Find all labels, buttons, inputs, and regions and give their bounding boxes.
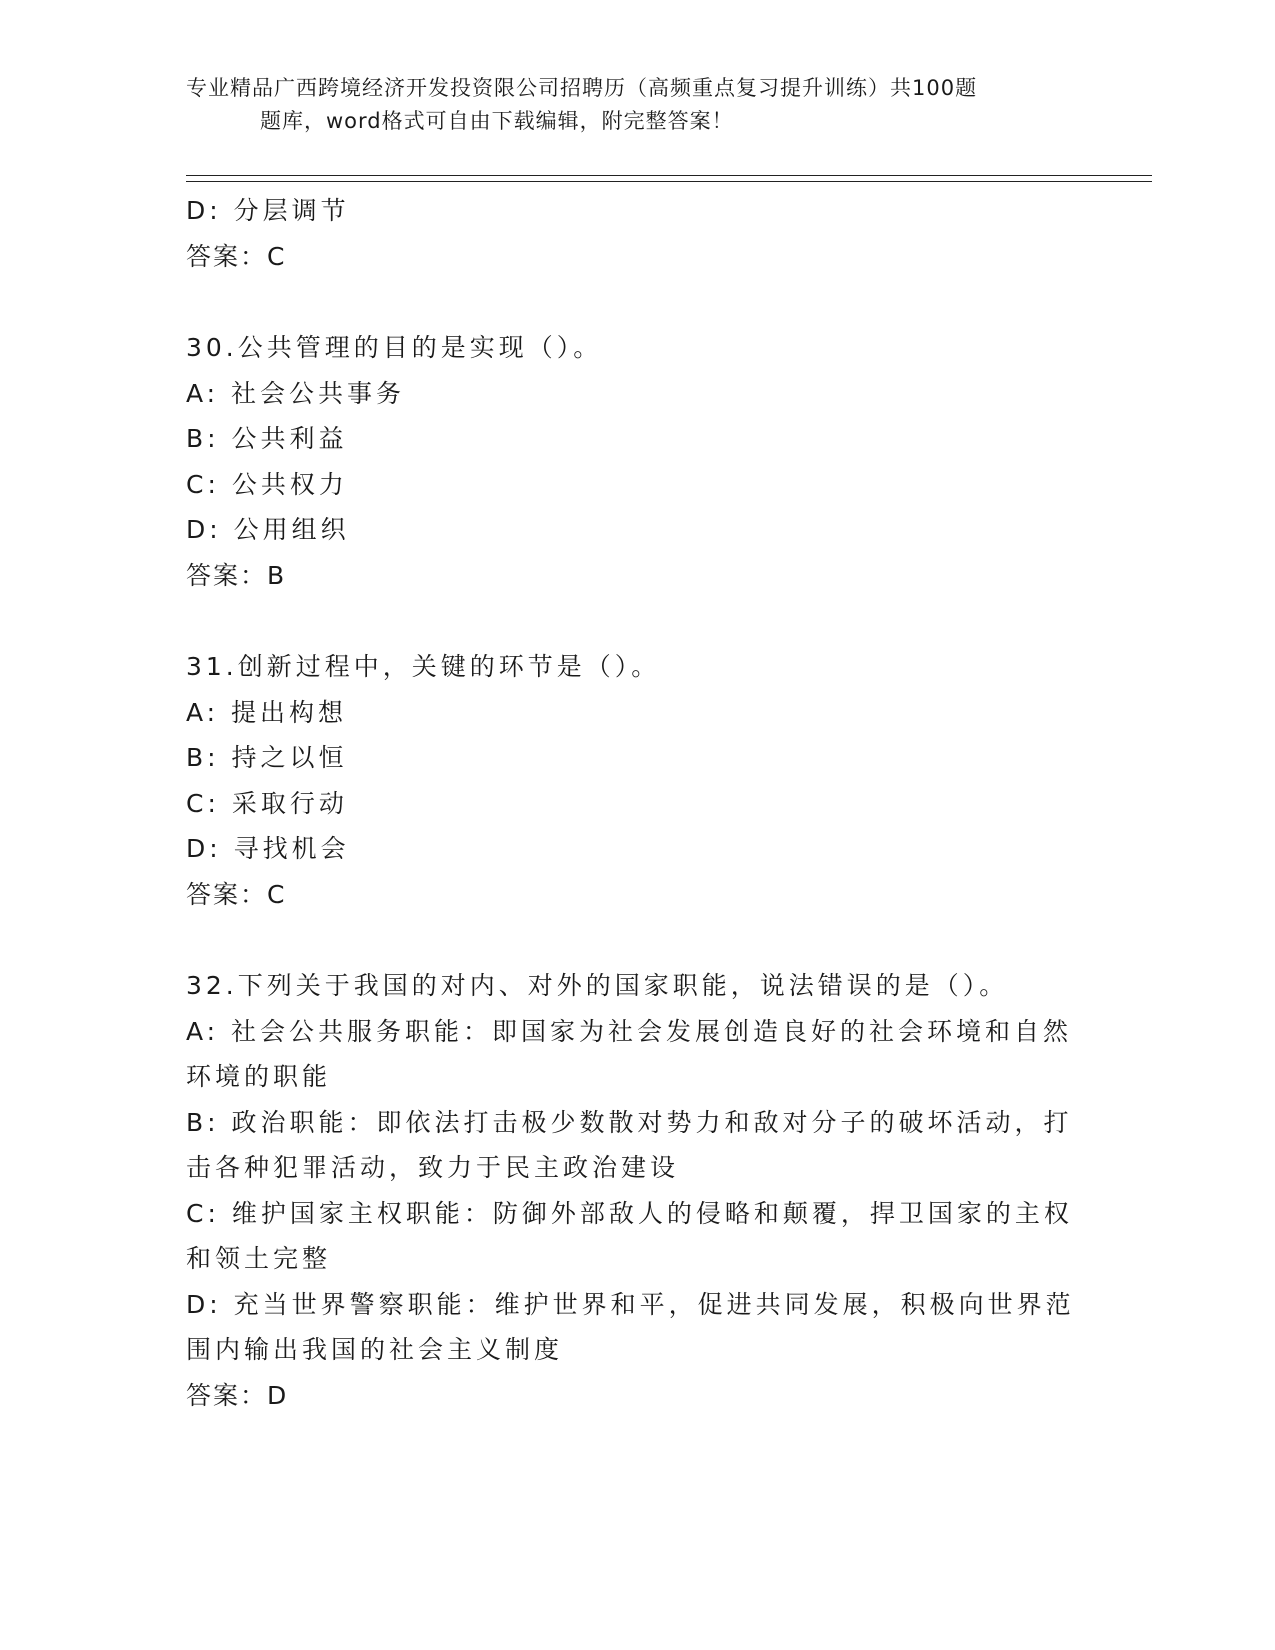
option-a: A: 提出构想 <box>186 697 348 727</box>
option-d: D: 公用组织 <box>186 515 350 544</box>
question-stem: 32.下列关于我国的对内、对外的国家职能，说法错误的是（）。 <box>186 971 1009 1000</box>
option-d: D: 充当世界警察职能：维护世界和平，促进共同发展，积极向世界范围内输出我国的社会主义制度 <box>186 1289 1075 1364</box>
prev-answer: 答案：C <box>186 241 287 271</box>
header-rule-top <box>186 175 1152 176</box>
option-d: D: 寻找机会 <box>186 834 350 863</box>
question-stem: 30.公共管理的目的是实现（）。 <box>186 333 603 362</box>
answer: 答案：D <box>186 1380 289 1410</box>
option-b: B: 持之以恒 <box>186 743 348 772</box>
page-header <box>186 72 1086 138</box>
prev-option-d: D: 分层调节 <box>186 196 350 225</box>
option-b: B: 政治职能：即依法打击极少数散对势力和敌对分子的破坏活动，打击各种犯罪活动，致力于民主政治建设 <box>186 1107 1073 1182</box>
option-a: A: 社会公共服务职能：即国家为社会发展创造良好的社会环境和自然环境的职能 <box>186 1016 1073 1091</box>
question-gap <box>186 279 1086 325</box>
answer: 答案：B <box>186 560 287 590</box>
answer: 答案：C <box>186 879 287 909</box>
option-c: C: 采取行动 <box>186 788 348 818</box>
question-30 <box>186 325 1086 598</box>
document-body <box>186 188 1086 1418</box>
header-title-line1: 专业精品广西跨境经济开发投资限公司招聘历（高频重点复习提升训练）共100题 <box>186 76 978 100</box>
option-a: A: 社会公共事务 <box>186 378 406 408</box>
question-stem: 31.创新过程中，关键的环节是（）。 <box>186 652 661 681</box>
question-gap <box>186 917 1086 963</box>
option-c: C: 维护国家主权职能：防御外部敌人的侵略和颠覆，捍卫国家的主权和领土完整 <box>186 1198 1073 1273</box>
option-b: B: 公共利益 <box>186 424 348 453</box>
question-gap <box>186 598 1086 644</box>
header-title-line2: 题库，word格式可自由下载编辑，附完整答案！ <box>260 109 734 133</box>
option-c: C: 公共权力 <box>186 469 348 499</box>
header-rule-bottom <box>186 181 1152 182</box>
question-31 <box>186 644 1086 917</box>
question-32 <box>186 963 1086 1418</box>
